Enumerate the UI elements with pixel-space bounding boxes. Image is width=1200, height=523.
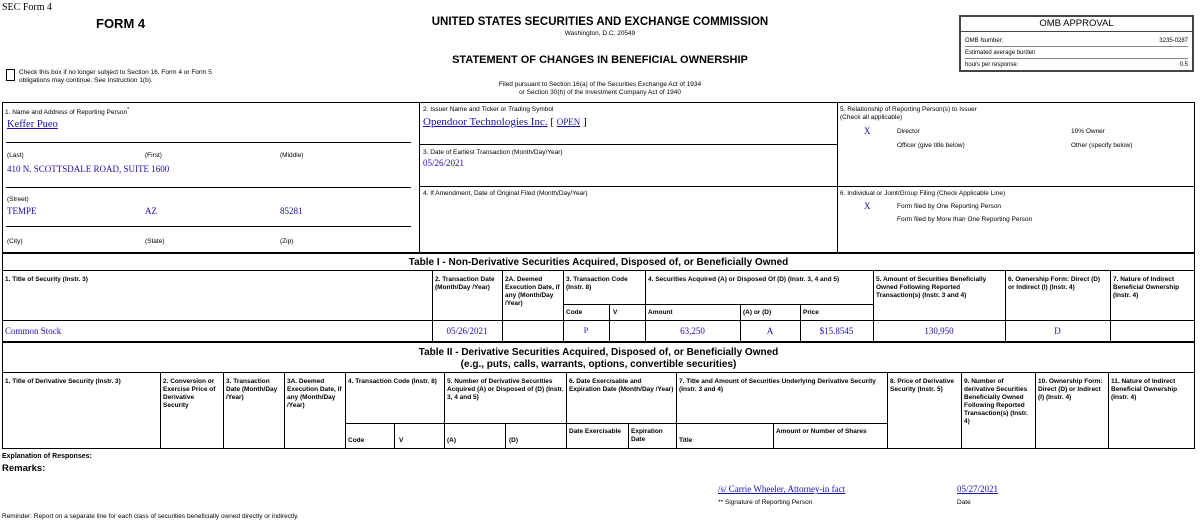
t2-sub-d: (D) — [509, 437, 519, 444]
t2-sub-date-exercisable: Date Exercisable — [569, 428, 622, 435]
divider — [6, 226, 411, 227]
t1-col-title: 1. Title of Security (Instr. 3) — [5, 276, 88, 283]
t1-col-date: 2. Transaction Date (Month/Day /Year) — [435, 276, 495, 291]
one-person-check-mark: X — [864, 201, 871, 211]
divider — [628, 423, 629, 449]
form-title: FORM 4 — [96, 16, 146, 31]
omb-hours-value: 0.5 — [1179, 62, 1188, 68]
omb-burden-label: Estimated average burden — [965, 50, 1036, 56]
divider — [1035, 372, 1036, 449]
divider — [419, 102, 420, 253]
t1-col-owned: 5. Amount of Securities Beneficially Owned Following Reported Transaction(s) (Instr. 3 and 4) — [876, 276, 987, 299]
t1-col-code: 3. Transaction Code (Instr. 8) — [566, 276, 628, 291]
divider — [160, 372, 161, 449]
divider — [419, 186, 1195, 187]
t2-sub-amount: Amount or Number of Shares — [776, 428, 867, 435]
issuer-label: 2. Issuer Name and Ticker or Trading Symbol — [423, 106, 554, 113]
divider — [566, 372, 567, 449]
more-persons-label: Form filed by More than One Reporting Person — [897, 216, 1033, 223]
divider — [6, 142, 411, 143]
t2-col-number: 5. Number of Derivative Securities Acquired (A) or Disposed of (D) (Instr. 3, 4 and 5) — [447, 378, 564, 401]
t1-sub-price: Price — [803, 309, 819, 316]
divider — [740, 304, 741, 342]
t2-col-exercisable: 6. Date Exercisable and Expiration Date (Month/Day /Year) — [569, 378, 674, 393]
statement-title: STATEMENT OF CHANGES IN BENEFICIAL OWNERSHIP — [452, 54, 748, 66]
t1-row-title: Common Stock — [5, 326, 62, 336]
t2-col-code: 4. Transaction Code (Instr. 8) — [348, 378, 437, 385]
signature-date-link[interactable]: 05/27/2021 — [957, 484, 999, 494]
t2-sub-v: V — [399, 437, 404, 444]
first-label: (First) — [145, 152, 162, 159]
t1-sub-code: Code — [566, 309, 583, 316]
divider — [800, 304, 801, 342]
divider — [2, 320, 1195, 321]
t1-row-owned: 130,950 — [924, 326, 954, 336]
middle-label: (Middle) — [280, 152, 304, 159]
divider — [394, 423, 395, 449]
zip-label: (Zip) — [280, 238, 294, 245]
t2-col-title: 1. Title of Derivative Security (Instr. 3) — [5, 378, 121, 385]
t2-col-conversion: 2. Conversion or Exercise Price of Derivative Security — [163, 378, 216, 409]
reporting-person-label: 1. Name and Address of Reporting Person* — [5, 107, 130, 117]
director-check-mark: X — [864, 126, 871, 136]
ticker-link[interactable]: OPEN — [556, 117, 581, 127]
t2-col-date: 3. Transaction Date (Month/Day /Year) — [226, 378, 278, 401]
t2-col-nature: 11. Nature of Indirect Beneficial Ownership (Instr. 4) — [1111, 378, 1178, 401]
omb-burden-row — [965, 48, 1188, 59]
amendment-label: 4. If Amendment, Date of Original Filed (Month/Day/Year) — [423, 190, 588, 197]
omb-number-value: 3235-0287 — [1159, 38, 1188, 44]
reminder-text: Reminder: Report on a separate line for each class of securities beneficially owned directly or indirectly. — [2, 513, 299, 520]
t2-sub-a: (A) — [447, 437, 457, 444]
divider — [837, 102, 838, 253]
divider — [444, 372, 445, 449]
ten-percent-owner-label: 10% Owner — [1071, 128, 1105, 135]
divider — [1110, 270, 1111, 342]
divider — [2, 372, 1195, 373]
divider — [345, 423, 887, 424]
divider — [284, 372, 285, 449]
t2-col-form: 10. Ownership Form: Direct (D) or Indirect (I) (Instr. 4) — [1038, 378, 1103, 401]
signature-label: ** Signature of Reporting Person — [718, 499, 813, 506]
relationship-label: 5. Relationship of Reporting Person(s) to Issuer — [840, 106, 977, 113]
divider — [609, 304, 610, 342]
relationship-sublabel: (Check all applicable) — [840, 114, 903, 121]
t1-row-amount: 63,250 — [680, 326, 705, 336]
other-label: Other (specify below) — [1071, 142, 1133, 149]
signature-link[interactable]: /s/ Carrie Wheeler, Attorney-in fact — [718, 484, 846, 494]
divider — [961, 372, 962, 449]
checkbox-label — [19, 69, 239, 85]
filing-type-label: 6. Individual or Joint/Group Filing (Check Applicable Line) — [840, 190, 1006, 197]
t1-sub-v: V — [613, 309, 618, 316]
date-label: Date — [957, 499, 971, 506]
reporting-info-section — [2, 102, 1195, 253]
checkbox-label-line-1: Check this box if no longer subject to Section 16. Form 4 or Form 5 — [19, 69, 212, 76]
reporting-person-name-link[interactable]: Keffer Pueo — [7, 119, 58, 130]
no-longer-subject-checkbox[interactable] — [6, 69, 15, 81]
t1-row-price: $15.8545 — [819, 326, 854, 336]
table-2-subtitle: (e.g., puts, calls, warrants, options, convertible securities) — [460, 359, 737, 370]
officer-label: Officer (give title below) — [897, 142, 965, 149]
divider — [505, 423, 506, 449]
omb-title: OMB APPROVAL — [961, 17, 1192, 32]
t1-col-nature: 7. Nature of Indirect Beneficial Ownership (Instr. 4) — [1113, 276, 1180, 299]
issuer-line — [423, 116, 587, 128]
omb-approval-box — [959, 15, 1194, 72]
divider — [773, 423, 774, 449]
t1-row-aord: A — [766, 326, 774, 336]
t2-sub-code: Code — [348, 437, 365, 444]
last-label: (Last) — [7, 152, 24, 159]
divider — [345, 372, 346, 449]
t1-row-code: P — [583, 326, 589, 335]
divider — [2, 270, 1195, 271]
ticker-bracket-close: ] — [580, 116, 587, 128]
agency-name: UNITED STATES SECURITIES AND EXCHANGE COMMISSION — [431, 16, 769, 28]
table-1-title: Table I - Non-Derivative Securities Acquired, Disposed of, or Beneficially Owned — [408, 257, 789, 268]
city-label: (City) — [7, 238, 23, 245]
t1-sub-aord: (A) or (D) — [743, 309, 772, 316]
state-value: AZ — [145, 206, 157, 216]
omb-number-label: OMB Number: — [965, 38, 1004, 44]
t1-col-form: 6. Ownership Form: Direct (D) or Indirect (I) (Instr. 4) — [1008, 276, 1101, 291]
t1-sub-amount: Amount — [648, 309, 673, 316]
t2-col-deemed: 3A. Deemed Execution Date, if any (Month/Day /Year) — [287, 378, 342, 409]
zip-value: 85281 — [280, 206, 303, 216]
filed-pursuant-line-2: or Section 30(h) of the Investment Company Act of 1940 — [519, 89, 681, 96]
earliest-transaction-label: 3. Date of Earliest Transaction (Month/Day/Year) — [423, 149, 563, 156]
earliest-transaction-date: 05/26/2021 — [423, 158, 465, 168]
state-label: (State) — [145, 238, 165, 245]
divider — [502, 270, 503, 342]
divider — [223, 372, 224, 449]
omb-hours-row — [965, 60, 1188, 71]
t1-row-date: 05/26/2021 — [446, 326, 488, 336]
street-address: 410 N. SCOTTSDALE ROAD, SUITE 1600 — [7, 164, 170, 174]
t2-col-underlying: 7. Title and Amount of Securities Underlying Derivative Security (Instr. 3 and 4) — [679, 378, 876, 393]
omb-number-row — [965, 36, 1188, 47]
t2-sub-title: Title — [679, 437, 693, 444]
agency-city: Washington, D.C. 20549 — [564, 30, 636, 37]
t1-col-deemed: 2A. Deemed Execution Date, if any (Month/Day /Year) — [505, 276, 560, 307]
filed-pursuant-line-1: Filed pursuant to Section 16(a) of the Securities Exchange Act of 1934 — [498, 81, 702, 88]
divider — [419, 144, 837, 145]
ticker-bracket-open: [ — [547, 116, 557, 128]
omb-hours-label: hours per response: — [965, 62, 1019, 68]
t1-col-acquired: 4. Securities Acquired (A) or Disposed Of (D) (Instr. 3, 4 and 5) — [648, 276, 840, 283]
remarks-label: Remarks: — [2, 463, 46, 474]
city-value: TEMPE — [7, 206, 37, 216]
t2-sub-expiration: Expiration Date — [631, 428, 663, 443]
explanation-label: Explanation of Responses: — [2, 453, 92, 460]
divider — [1108, 372, 1109, 449]
divider — [887, 372, 888, 449]
t2-col-price: 8. Price of Derivative Security (Instr. 5) — [890, 378, 954, 393]
sec-form-label: SEC Form 4 — [2, 2, 53, 13]
issuer-name-link[interactable]: Opendoor Technologies Inc. — [423, 116, 548, 128]
one-person-label: Form filed by One Reporting Person — [897, 203, 1002, 210]
t2-col-owned: 9. Number of derivative Securities Beneficially Owned Following Reported Transaction(s) (Instr. 4) — [964, 378, 1028, 425]
table-2-title: Table II - Derivative Securities Acquired, Disposed of, or Beneficially Owned — [418, 347, 779, 358]
street-label: (Street) — [7, 196, 29, 203]
director-label: Director — [897, 128, 920, 135]
t1-row-form: D — [1054, 326, 1061, 336]
divider — [676, 372, 677, 449]
checkbox-label-line-2: obligations may continue. See Instruction 1(b). — [19, 77, 153, 84]
divider — [6, 187, 411, 188]
